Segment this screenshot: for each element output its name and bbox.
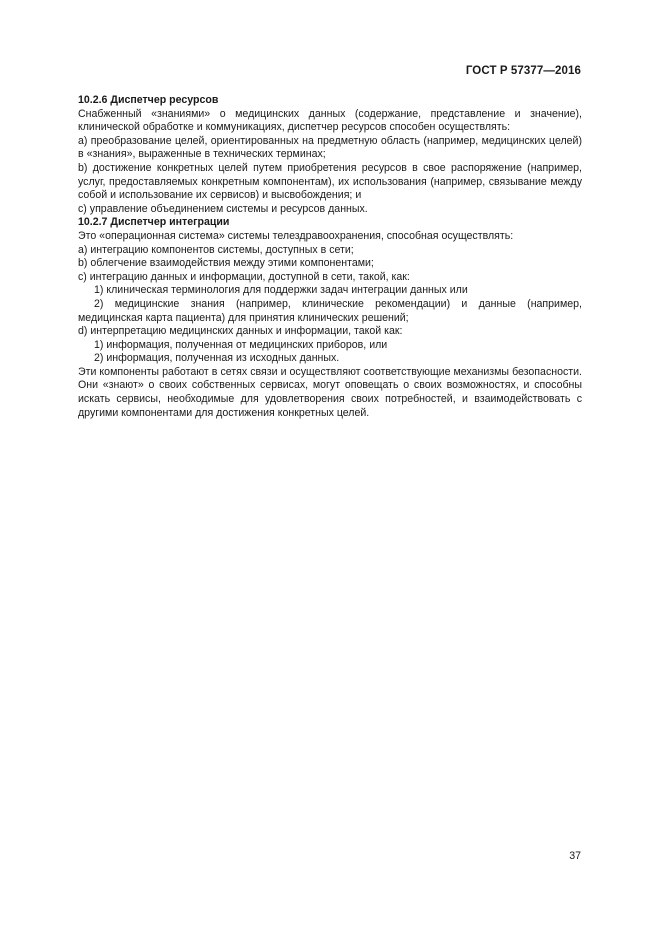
list-item: b) облегчение взаимодействия между этими компонентами; (78, 257, 374, 270)
sub-list-item: 2) информация, полученная из исходных данных. (94, 352, 340, 365)
list-item: a) преобразование целей, ориентированных на предметную область (например, медицинских целей) в «знания», выраженные в технических терминах; (78, 134, 582, 161)
standard-designation: ГОСТ Р 57377—2016 (465, 65, 581, 77)
list-item: c) интеграцию данных и информации, доступной в сети, такой, как: (78, 270, 410, 283)
document-body (78, 94, 582, 420)
paragraph: Снабженный «знаниями» о медицинских данных (содержание, представление и значение), клинической обработке и коммуникациях, диспетчер ресурсов способен осуществлять: (78, 107, 582, 134)
list-item: b) достижение конкретных целей путем приобретения ресурсов в свое распоряжение (например, услуг, предоставляемых конкретным компонентам), их использования (например, связывание между собой и использование их сервисов) и высвобождения; и (78, 161, 582, 202)
list-item: c) управление объединением системы и ресурсов данных. (78, 202, 368, 215)
paragraph: Эти компоненты работают в сетях связи и осуществляют соответствующие механизмы безопасности. Они «знают» о своих собственных сервисах, могут оповещать о своих возможностях, и способны искать сервисы, необходимые для удовлетворения своих потребностей, и взаимодействовать с другими компонентами для достижения конкретных целей. (78, 365, 582, 419)
sub-list-item: 1) информация, полученная от медицинских приборов, или (94, 338, 388, 351)
list-item: d) интерпретацию медицинских данных и информации, такой как: (78, 325, 403, 338)
sub-list-item: 2) медицинские знания (например, клинические рекомендации) и данные (например, медицинская карта пациента) для принятия клинических решений; (78, 297, 582, 324)
section-heading-10-2-6: 10.2.6 Диспетчер ресурсов (78, 94, 219, 106)
page-number: 37 (569, 850, 581, 862)
paragraph: Это «операционная система» системы телездравоохранения, способная осуществлять: (78, 229, 514, 242)
section-heading-10-2-7: 10.2.7 Диспетчер интеграции (78, 216, 230, 229)
list-item: a) интеграцию компонентов системы, доступных в сети; (78, 243, 354, 256)
sub-list-item: 1) клиническая терминология для поддержки задач интеграции данных или (94, 284, 468, 297)
